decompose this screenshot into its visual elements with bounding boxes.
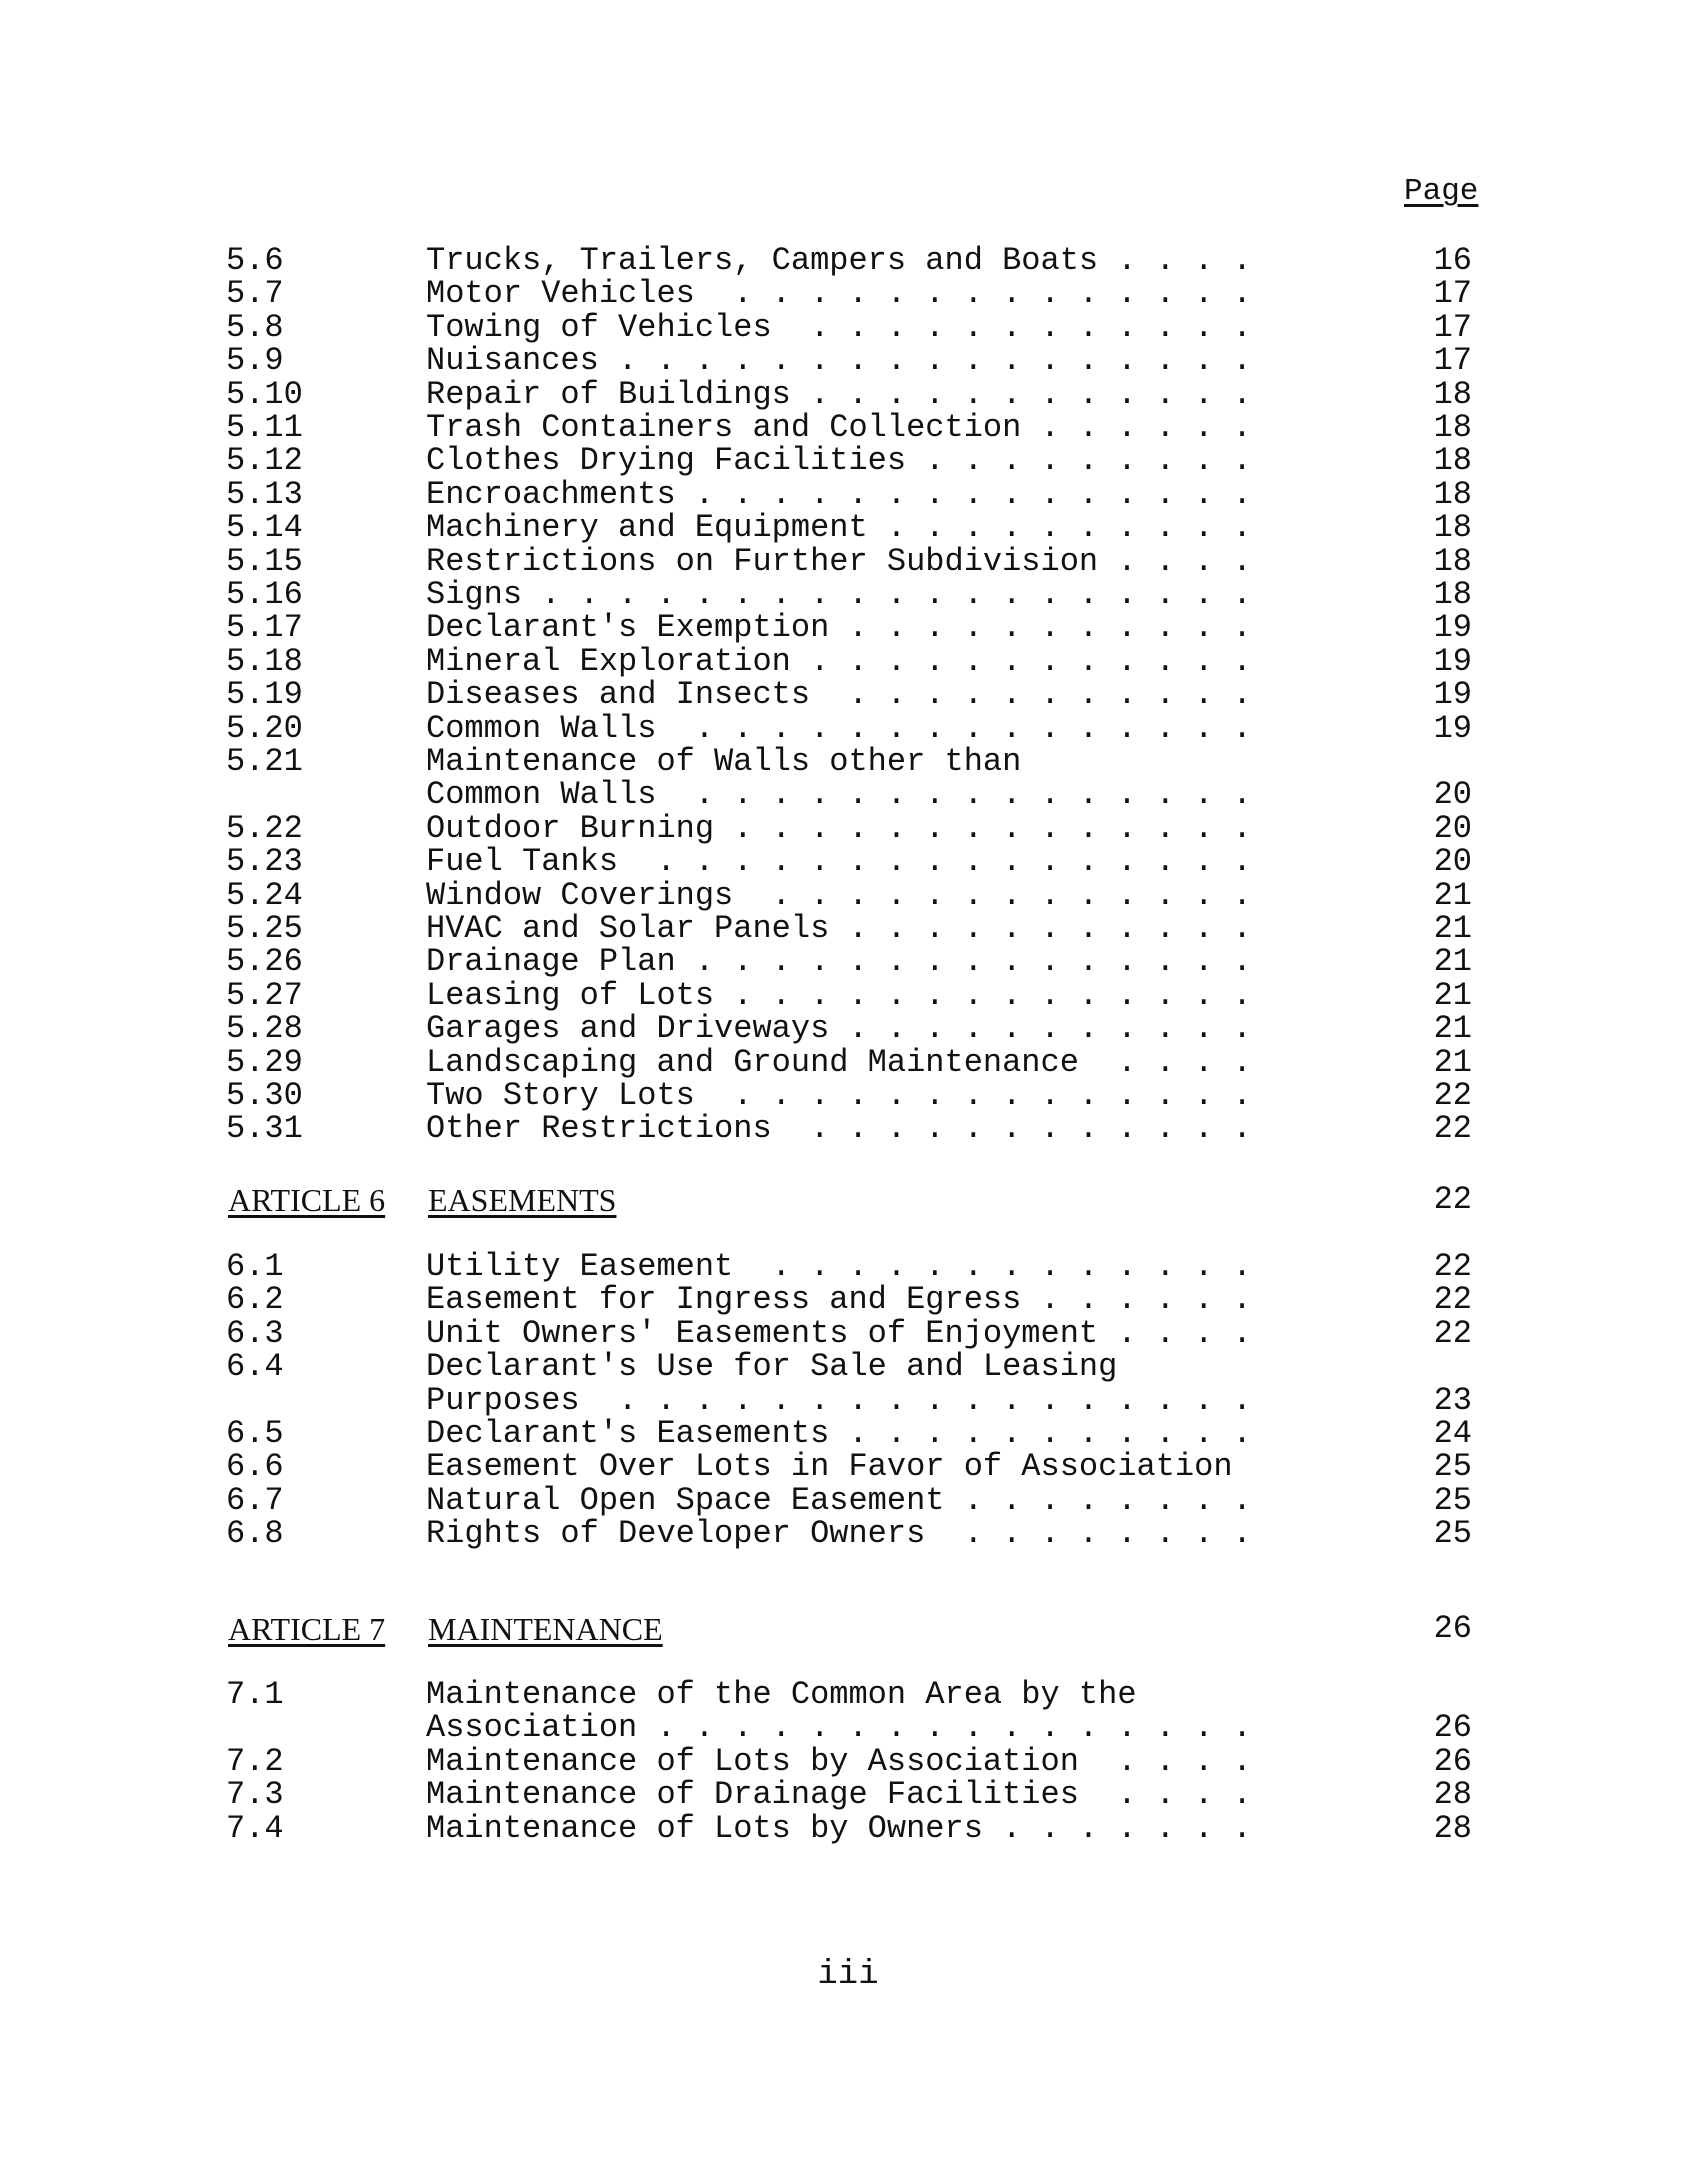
section-page: 18 — [1433, 576, 1472, 613]
toc-entry — [0, 645, 1696, 679]
section-number: 5.26 — [226, 943, 303, 980]
section-number: 5.20 — [226, 710, 303, 747]
section-title: Rights of Developer Owners . . . . . . . . — [426, 1515, 1252, 1552]
toc-entry — [0, 1079, 1696, 1113]
toc-entry — [0, 812, 1696, 846]
toc-entry — [0, 1778, 1696, 1812]
toc-entry — [0, 511, 1696, 545]
section-page: 21 — [1433, 877, 1472, 914]
section-page: 22 — [1433, 1315, 1472, 1352]
section-title: Association . . . . . . . . . . . . . . . . — [426, 1709, 1252, 1746]
section-title: Other Restrictions . . . . . . . . . . . . — [426, 1110, 1252, 1147]
section-page: 19 — [1433, 609, 1472, 646]
toc-entry — [0, 1317, 1696, 1351]
toc-entry — [0, 1711, 1696, 1745]
page-column-header: Page — [1404, 174, 1479, 209]
section-number: 6.1 — [226, 1248, 284, 1285]
section-page: 18 — [1433, 376, 1472, 413]
section-page: 18 — [1433, 509, 1472, 546]
toc-entry — [0, 1350, 1696, 1384]
section-number: 5.18 — [226, 643, 303, 680]
article-6-heading — [0, 1183, 1696, 1217]
section-page: 25 — [1433, 1448, 1472, 1485]
section-title: Towing of Vehicles . . . . . . . . . . . . — [426, 309, 1252, 346]
section-number: 5.23 — [226, 843, 303, 880]
article-label: ARTICLE 7 — [228, 1611, 386, 1647]
section-title: Mineral Exploration . . . . . . . . . . . . — [426, 643, 1252, 680]
section-page: 20 — [1433, 843, 1472, 880]
toc-entry — [0, 478, 1696, 512]
article-label: ARTICLE 6 — [228, 1182, 386, 1218]
page-number: iii — [817, 1956, 879, 1994]
section-page: 22 — [1433, 1110, 1472, 1147]
toc-entry — [0, 1250, 1696, 1284]
toc-entry — [0, 1012, 1696, 1046]
section-title: Maintenance of Walls other than — [426, 743, 1022, 780]
section-page: 22 — [1433, 1248, 1472, 1285]
section-number: 6.3 — [226, 1315, 284, 1352]
section-number: 6.4 — [226, 1348, 284, 1385]
toc-entry — [0, 1283, 1696, 1317]
section-number: 7.3 — [226, 1776, 284, 1813]
section-title: Machinery and Equipment . . . . . . . . . . — [426, 509, 1252, 546]
section-title: Maintenance of Lots by Association . . . . — [426, 1743, 1252, 1780]
toc-entry — [0, 1417, 1696, 1451]
section-title: Unit Owners' Easements of Enjoyment . . . . — [426, 1315, 1252, 1352]
section-title: Natural Open Space Easement . . . . . . . . — [426, 1482, 1252, 1519]
section-number: 5.14 — [226, 509, 303, 546]
section-title: Common Walls . . . . . . . . . . . . . . . — [426, 710, 1252, 747]
section-page: 18 — [1433, 409, 1472, 446]
toc-entry — [0, 778, 1696, 812]
toc-entry — [0, 979, 1696, 1013]
section-number: 7.1 — [226, 1676, 284, 1713]
toc-entry — [0, 1384, 1696, 1418]
section-page: 17 — [1433, 342, 1472, 379]
section-number: 5.10 — [226, 376, 303, 413]
section-title: Signs . . . . . . . . . . . . . . . . . . . — [426, 576, 1252, 613]
toc-entry — [0, 545, 1696, 579]
section-page: 18 — [1433, 543, 1472, 580]
section-title: Declarant's Use for Sale and Leasing — [426, 1348, 1118, 1385]
section-number: 5.27 — [226, 977, 303, 1014]
section-title: Encroachments . . . . . . . . . . . . . . . — [426, 476, 1252, 513]
section-number: 6.8 — [226, 1515, 284, 1552]
section-page: 21 — [1433, 1010, 1472, 1047]
section-page: 18 — [1433, 442, 1472, 479]
section-page: 25 — [1433, 1482, 1472, 1519]
toc-entry — [0, 244, 1696, 278]
section-number: 5.15 — [226, 543, 303, 580]
section-number: 5.30 — [226, 1077, 303, 1114]
section-number: 5.29 — [226, 1044, 303, 1081]
article-7-heading — [0, 1612, 1696, 1646]
section-number: 5.19 — [226, 676, 303, 713]
section-title: HVAC and Solar Panels . . . . . . . . . . . — [426, 910, 1252, 947]
section-page: 20 — [1433, 776, 1472, 813]
section-page: 28 — [1433, 1810, 1472, 1847]
section-title: Maintenance of Lots by Owners . . . . . . . — [426, 1810, 1252, 1847]
toc-entry — [0, 1046, 1696, 1080]
section-title: Maintenance of the Common Area by the — [426, 1676, 1137, 1713]
section-title: Easement Over Lots in Favor of Association — [426, 1448, 1233, 1485]
section-number: 5.7 — [226, 275, 284, 312]
toc-entry — [0, 311, 1696, 345]
section-title: Utility Easement . . . . . . . . . . . . . — [426, 1248, 1252, 1285]
section-title: Garages and Driveways . . . . . . . . . . . — [426, 1010, 1252, 1047]
section-number: 5.31 — [226, 1110, 303, 1147]
section-number: 5.8 — [226, 309, 284, 346]
toc-entry — [0, 712, 1696, 746]
section-number: 6.6 — [226, 1448, 284, 1485]
section-title: Leasing of Lots . . . . . . . . . . . . . . — [426, 977, 1252, 1014]
article-title: MAINTENANCE — [428, 1611, 663, 1647]
section-page: 16 — [1433, 242, 1472, 279]
section-title: Fuel Tanks . . . . . . . . . . . . . . . . — [426, 843, 1252, 880]
section-title: Trucks, Trailers, Campers and Boats . . . . — [426, 242, 1252, 279]
toc-entry — [0, 578, 1696, 612]
section-number: 5.25 — [226, 910, 303, 947]
section-title: Easement for Ingress and Egress . . . . . . — [426, 1281, 1252, 1318]
section-title: Declarant's Easements . . . . . . . . . . . — [426, 1415, 1252, 1452]
toc-entry — [0, 1745, 1696, 1779]
section-page: 23 — [1433, 1382, 1472, 1419]
toc-entry — [0, 1517, 1696, 1551]
toc-entry — [0, 1450, 1696, 1484]
toc-entry — [0, 912, 1696, 946]
section-title: Window Coverings . . . . . . . . . . . . . — [426, 877, 1252, 914]
section-title: Restrictions on Further Subdivision . . . . — [426, 543, 1252, 580]
section-number: 7.4 — [226, 1810, 284, 1847]
section-number: 5.11 — [226, 409, 303, 446]
section-number: 5.17 — [226, 609, 303, 646]
section-page: 21 — [1433, 1044, 1472, 1081]
section-title: Diseases and Insects . . . . . . . . . . . — [426, 676, 1252, 713]
toc-entry — [0, 411, 1696, 445]
section-page: 22 — [1433, 1077, 1472, 1114]
section-page: 17 — [1433, 275, 1472, 312]
section-title: Common Walls . . . . . . . . . . . . . . . — [426, 776, 1252, 813]
toc-entry — [0, 1678, 1696, 1712]
section-number: 5.24 — [226, 877, 303, 914]
section-page: 26 — [1433, 1743, 1472, 1780]
toc-entry — [0, 945, 1696, 979]
section-page: 17 — [1433, 309, 1472, 346]
section-page: 25 — [1433, 1515, 1472, 1552]
section-title: Clothes Drying Facilities . . . . . . . . . — [426, 442, 1252, 479]
section-title: Landscaping and Ground Maintenance . . . . — [426, 1044, 1252, 1081]
section-title: Outdoor Burning . . . . . . . . . . . . . . — [426, 810, 1252, 847]
toc-entry — [0, 1112, 1696, 1146]
section-page: 28 — [1433, 1776, 1472, 1813]
section-title: Two Story Lots . . . . . . . . . . . . . . — [426, 1077, 1252, 1114]
toc-entry — [0, 1812, 1696, 1846]
toc-entry — [0, 378, 1696, 412]
section-number: 5.16 — [226, 576, 303, 613]
section-number: 6.7 — [226, 1482, 284, 1519]
toc-entry — [0, 678, 1696, 712]
section-page: 21 — [1433, 977, 1472, 1014]
toc-entry — [0, 611, 1696, 645]
section-title: Repair of Buildings . . . . . . . . . . . . — [426, 376, 1252, 413]
toc-entry — [0, 745, 1696, 779]
section-title: Maintenance of Drainage Facilities . . . . — [426, 1776, 1252, 1813]
section-number: 5.22 — [226, 810, 303, 847]
section-number: 5.21 — [226, 743, 303, 780]
article-page: 22 — [1433, 1181, 1472, 1218]
section-number: 5.6 — [226, 242, 284, 279]
article-title: EASEMENTS — [428, 1182, 617, 1218]
section-title: Motor Vehicles . . . . . . . . . . . . . . — [426, 275, 1252, 312]
section-number: 6.2 — [226, 1281, 284, 1318]
section-page: 18 — [1433, 476, 1472, 513]
section-page: 19 — [1433, 676, 1472, 713]
section-number: 5.12 — [226, 442, 303, 479]
toc-entry — [0, 277, 1696, 311]
section-page: 26 — [1433, 1709, 1472, 1746]
section-number: 5.13 — [226, 476, 303, 513]
section-title: Declarant's Exemption . . . . . . . . . . . — [426, 609, 1252, 646]
section-page: 19 — [1433, 643, 1472, 680]
toc-entry — [0, 344, 1696, 378]
toc-entry — [0, 879, 1696, 913]
section-page: 22 — [1433, 1281, 1472, 1318]
section-number: 5.28 — [226, 1010, 303, 1047]
section-title: Nuisances . . . . . . . . . . . . . . . . . — [426, 342, 1252, 379]
section-page: 19 — [1433, 710, 1472, 747]
section-title: Purposes . . . . . . . . . . . . . . . . . — [426, 1382, 1252, 1419]
section-number: 7.2 — [226, 1743, 284, 1780]
section-title: Trash Containers and Collection . . . . . . — [426, 409, 1252, 446]
toc-entry — [0, 845, 1696, 879]
toc-entry — [0, 1484, 1696, 1518]
section-number: 6.5 — [226, 1415, 284, 1452]
section-title: Drainage Plan . . . . . . . . . . . . . . . — [426, 943, 1252, 980]
article-page: 26 — [1433, 1610, 1472, 1647]
section-page: 24 — [1433, 1415, 1472, 1452]
section-page: 21 — [1433, 910, 1472, 947]
section-number: 5.9 — [226, 342, 284, 379]
section-page: 21 — [1433, 943, 1472, 980]
section-page: 20 — [1433, 810, 1472, 847]
toc-entry — [0, 444, 1696, 478]
